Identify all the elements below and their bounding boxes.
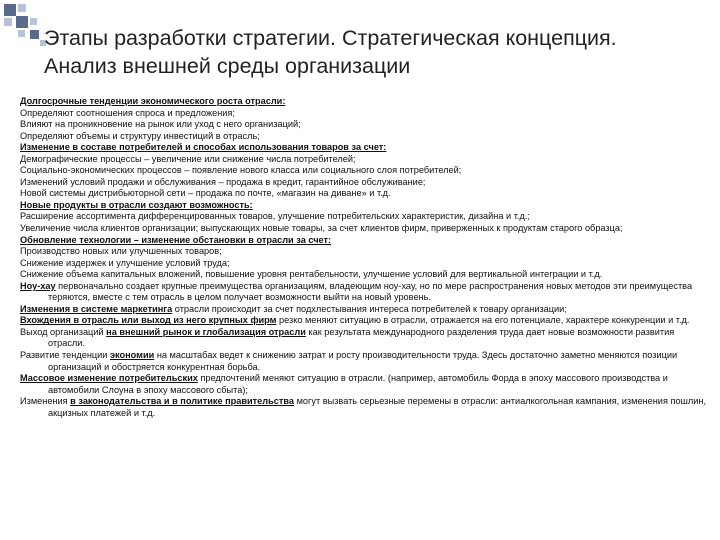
paragraph-heading-text: Обновление технологии – изменение обстановки в отрасли за счет: [20, 234, 332, 245]
body-paragraph [20, 96, 712, 108]
body-paragraph [20, 246, 712, 258]
paragraph-text: резко меняют ситуацию в отрасли, отражается на его потенциале, характере конкуренции и т.д. [276, 315, 690, 326]
slide-title [44, 24, 704, 80]
body-paragraph [20, 235, 712, 247]
paragraph-heading-text: Массовое изменение потребительских [20, 373, 198, 384]
paragraph-text: Расширение ассортимента дифференцированных товаров, улучшение потребительских характеристик, дизайна и т.д.; [20, 211, 530, 222]
paragraph-text: Влияют на проникновение на рынок или уход с него организаций; [20, 119, 301, 130]
paragraph-text: Новой системы дистрибьюторной сети – продажа по почте, «магазин на диване» и т.д. [20, 188, 391, 199]
body-paragraph [20, 154, 712, 166]
paragraph-text: Выход организаций [20, 326, 107, 337]
paragraph-heading-text: Изменение в составе потребителей и способах использования товаров за счет: [20, 142, 387, 153]
body-paragraph [20, 165, 712, 177]
paragraph-text: отрасли происходит за счет подхлестывания интереса потребителей к товару организации; [172, 303, 567, 314]
paragraph-heading-text: экономии [109, 350, 155, 361]
body-paragraph [20, 142, 712, 154]
body-paragraph [20, 315, 712, 327]
paragraph-text: Снижение издержек и улучшение условий труда; [20, 257, 230, 268]
paragraph-text: Развитие тенденции [20, 350, 110, 361]
body-paragraph [20, 119, 712, 131]
paragraph-text: Определяют объемы и структуру инвестиций в отрасль; [20, 130, 260, 141]
body-paragraph [20, 258, 712, 270]
slide-title-line-2: Анализ внешней среды организации [44, 54, 411, 78]
body-paragraph [20, 188, 712, 200]
body-paragraph [20, 396, 712, 419]
paragraph-heading-text: в законодательства и в политике правительства [70, 396, 295, 407]
corner-square-3 [4, 18, 12, 26]
paragraph-text: Изменений условий продажи и обслуживания – продажа в кредит, гарантийное обслуживание; [20, 176, 426, 187]
body-paragraph [20, 327, 712, 350]
body-paragraph [20, 304, 712, 316]
body-paragraph [20, 373, 712, 396]
paragraph-heading-text: Новые продукты в отрасли создают возможность: [20, 199, 253, 210]
slide-title-line-1: Этапы разработки стратегии. Стратегическая концепция. [44, 26, 617, 50]
paragraph-text: Социально-экономических процессов – появление нового класса или социального слоя потребителей; [20, 165, 462, 176]
body-paragraph [20, 281, 712, 304]
corner-square-5 [30, 30, 39, 39]
body-paragraph [20, 269, 712, 281]
paragraph-heading-text: Изменения в системе маркетинга [20, 303, 173, 314]
paragraph-heading-text: Ноу-хау [20, 280, 56, 291]
paragraph-text: предпочтений меняют ситуацию в отрасли. (например, автомобиль Форда в эпоху массового производства и автомобили Слоуна в эпоху массового сбыта); [48, 373, 668, 395]
body-paragraph [20, 200, 712, 212]
body-paragraph [20, 131, 712, 143]
paragraph-heading-text: Вхождения в отрасль или выход из него крупных фирм [20, 315, 277, 326]
paragraph-text: Увеличение числа клиентов организации; выпускающих новые товары, за счет клиентов фирм, приверженных к продуктам старого образца; [20, 223, 623, 234]
corner-square-7 [18, 30, 25, 37]
paragraph-text: могут вызвать серьезные перемены в отрасли: антиалкогольная кампания, изменения пошлин, акцизных платежей и т.д. [48, 396, 707, 418]
paragraph-text: Демографические процессы – увеличение или снижение числа потребителей; [20, 153, 356, 164]
paragraph-heading-text: Долгосрочные тенденции экономического роста отрасли: [20, 96, 286, 106]
paragraph-text: первоначально создает крупные преимущества организациям, владеющим ноу-хау, но по мере распространения новых методов эти преимущества теряются, вместе с тем отрасль в целом получает возможности выйти на новый уровень. [48, 280, 693, 303]
paragraph-text: на масштабах ведет к снижению затрат и росту производительности труда. Здесь достаточно заметно меняются позиции организаций и обостряется конкурентная борьба. [48, 350, 678, 372]
body-paragraph [20, 350, 712, 373]
body-paragraph [20, 223, 712, 235]
body-paragraph [20, 211, 712, 223]
paragraph-text: Производство новых или улучшенных товаров; [20, 246, 222, 257]
body-paragraph [20, 108, 712, 120]
paragraph-text: Изменения [20, 396, 71, 407]
paragraph-text: как результата международного разделения труда дает новые возможности развития отрасли. [48, 326, 675, 349]
slide-body [20, 96, 712, 419]
corner-square-1 [4, 4, 16, 16]
paragraph-text: Снижение объема капитальных вложений, повышение уровня рентабельности, улучшение условий для вертикальной интеграции и т.д. [20, 269, 603, 280]
corner-square-6 [30, 18, 37, 25]
corner-square-2 [18, 4, 26, 12]
corner-square-4 [16, 16, 28, 28]
paragraph-text: Определяют соотношения спроса и предложения; [20, 107, 235, 118]
body-paragraph [20, 177, 712, 189]
paragraph-heading-text: на внешний рынок и глобализация отрасли [106, 326, 306, 337]
